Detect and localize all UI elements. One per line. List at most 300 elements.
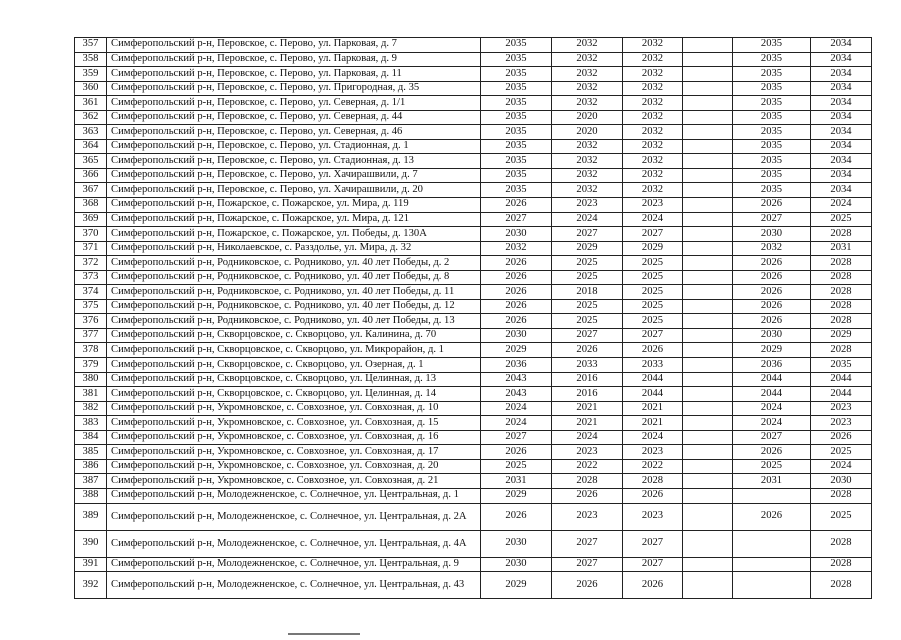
address-cell: Симферопольский р-н, Молодежненское, с. Солнечное, ул. Центральная, д. 2А <box>107 503 481 530</box>
year-col-4-cell <box>683 328 733 343</box>
year-col-1-cell: 2035 <box>481 38 552 53</box>
year-col-3-cell: 2023 <box>623 198 683 213</box>
year-col-6-cell: 2024 <box>811 198 872 213</box>
row-number-cell: 374 <box>75 285 107 300</box>
year-col-4-cell <box>683 503 733 530</box>
year-col-1-cell: 2043 <box>481 387 552 402</box>
year-col-4-cell <box>683 557 733 572</box>
year-col-1-cell: 2026 <box>481 198 552 213</box>
row-number-cell: 357 <box>75 38 107 53</box>
year-col-2-cell: 2023 <box>552 198 623 213</box>
address-cell: Симферопольский р-н, Пожарское, с. Пожарское, ул. Мира, д. 121 <box>107 212 481 227</box>
year-col-4-cell <box>683 430 733 445</box>
address-cell: Симферопольский р-н, Родниковское, с. Родниково, ул. 40 лет Победы, д. 2 <box>107 256 481 271</box>
year-col-5-cell: 2030 <box>733 227 811 242</box>
year-col-6-cell: 2023 <box>811 416 872 431</box>
table-row <box>75 285 872 300</box>
address-cell: Симферопольский р-н, Скворцовское, с. Скворцово, ул. Озерная, д. 1 <box>107 358 481 373</box>
row-number-cell: 386 <box>75 459 107 474</box>
address-cell: Симферопольский р-н, Родниковское, с. Родниково, ул. 40 лет Победы, д. 12 <box>107 299 481 314</box>
year-col-3-cell: 2032 <box>623 110 683 125</box>
row-number-cell: 367 <box>75 183 107 198</box>
year-col-3-cell: 2032 <box>623 38 683 53</box>
year-col-1-cell: 2043 <box>481 372 552 387</box>
year-col-6-cell: 2028 <box>811 343 872 358</box>
year-col-3-cell: 2022 <box>623 459 683 474</box>
address-cell: Симферопольский р-н, Укромновское, с. Совхозное, ул. Совхозная, д. 20 <box>107 459 481 474</box>
year-col-3-cell: 2026 <box>623 488 683 503</box>
year-col-6-cell: 2026 <box>811 430 872 445</box>
table-row <box>75 256 872 271</box>
year-col-4-cell <box>683 343 733 358</box>
year-col-4-cell <box>683 212 733 227</box>
table-row <box>75 445 872 460</box>
year-col-1-cell: 2026 <box>481 256 552 271</box>
table-row <box>75 96 872 111</box>
year-col-1-cell: 2035 <box>481 168 552 183</box>
year-col-3-cell: 2032 <box>623 125 683 140</box>
year-col-6-cell: 2028 <box>811 488 872 503</box>
year-col-4-cell <box>683 572 733 599</box>
year-col-4-cell <box>683 81 733 96</box>
year-col-3-cell: 2032 <box>623 81 683 96</box>
year-col-4-cell <box>683 387 733 402</box>
year-col-1-cell: 2024 <box>481 401 552 416</box>
address-cell: Симферопольский р-н, Молодежненское, с. Солнечное, ул. Центральная, д. 4А <box>107 530 481 557</box>
year-col-2-cell: 2021 <box>552 401 623 416</box>
year-col-2-cell: 2032 <box>552 38 623 53</box>
year-col-5-cell: 2024 <box>733 416 811 431</box>
address-cell: Симферопольский р-н, Родниковское, с. Родниково, ул. 40 лет Победы, д. 13 <box>107 314 481 329</box>
table-row <box>75 503 872 530</box>
year-col-1-cell: 2035 <box>481 52 552 67</box>
year-col-2-cell: 2026 <box>552 343 623 358</box>
year-col-2-cell: 2027 <box>552 328 623 343</box>
year-col-6-cell: 2025 <box>811 503 872 530</box>
year-col-4-cell <box>683 299 733 314</box>
year-col-5-cell: 2026 <box>733 314 811 329</box>
year-col-1-cell: 2030 <box>481 530 552 557</box>
table-row <box>75 557 872 572</box>
year-col-6-cell: 2034 <box>811 96 872 111</box>
year-col-2-cell: 2033 <box>552 358 623 373</box>
year-col-5-cell: 2035 <box>733 67 811 82</box>
year-col-4-cell <box>683 154 733 169</box>
year-col-4-cell <box>683 530 733 557</box>
year-col-1-cell: 2035 <box>481 139 552 154</box>
year-col-5-cell: 2044 <box>733 387 811 402</box>
table-row <box>75 212 872 227</box>
address-cell: Симферопольский р-н, Скворцовское, с. Скворцово, ул. Целинная, д. 14 <box>107 387 481 402</box>
year-col-1-cell: 2035 <box>481 67 552 82</box>
year-col-6-cell: 2034 <box>811 52 872 67</box>
year-col-4-cell <box>683 52 733 67</box>
year-col-6-cell: 2028 <box>811 299 872 314</box>
year-col-2-cell: 2028 <box>552 474 623 489</box>
year-col-1-cell: 2026 <box>481 285 552 300</box>
table-row <box>75 270 872 285</box>
year-col-3-cell: 2029 <box>623 241 683 256</box>
year-col-3-cell: 2023 <box>623 445 683 460</box>
year-col-5-cell: 2026 <box>733 198 811 213</box>
year-col-4-cell <box>683 241 733 256</box>
address-cell: Симферопольский р-н, Перовское, с. Перово, ул. Хачирашвили, д. 7 <box>107 168 481 183</box>
year-col-6-cell: 2028 <box>811 572 872 599</box>
address-cell: Симферопольский р-н, Молодежненское, с. Солнечное, ул. Центральная, д. 43 <box>107 572 481 599</box>
year-col-3-cell: 2025 <box>623 314 683 329</box>
address-cell: Симферопольский р-н, Укромновское, с. Совхозное, ул. Совхозная, д. 21 <box>107 474 481 489</box>
table-row <box>75 387 872 402</box>
table-row <box>75 488 872 503</box>
year-col-2-cell: 2027 <box>552 530 623 557</box>
table-row <box>75 372 872 387</box>
year-col-5-cell: 2035 <box>733 168 811 183</box>
year-col-6-cell: 2034 <box>811 139 872 154</box>
year-col-3-cell: 2032 <box>623 67 683 82</box>
year-col-1-cell: 2026 <box>481 270 552 285</box>
table-row <box>75 154 872 169</box>
row-number-cell: 363 <box>75 125 107 140</box>
year-col-5-cell: 2035 <box>733 154 811 169</box>
year-col-5-cell: 2035 <box>733 125 811 140</box>
table-row <box>75 38 872 53</box>
year-col-4-cell <box>683 416 733 431</box>
year-col-4-cell <box>683 227 733 242</box>
address-cell: Симферопольский р-н, Перовское, с. Перово, ул. Северная, д. 1/1 <box>107 96 481 111</box>
year-col-1-cell: 2031 <box>481 474 552 489</box>
year-col-3-cell: 2033 <box>623 358 683 373</box>
row-number-cell: 359 <box>75 67 107 82</box>
year-col-6-cell: 2028 <box>811 227 872 242</box>
year-col-5-cell: 2026 <box>733 256 811 271</box>
year-col-4-cell <box>683 488 733 503</box>
table-row <box>75 227 872 242</box>
year-col-1-cell: 2029 <box>481 488 552 503</box>
year-col-5-cell: 2027 <box>733 430 811 445</box>
year-col-6-cell: 2028 <box>811 256 872 271</box>
year-col-3-cell: 2024 <box>623 430 683 445</box>
year-col-1-cell: 2030 <box>481 227 552 242</box>
row-number-cell: 381 <box>75 387 107 402</box>
table-row <box>75 110 872 125</box>
year-col-3-cell: 2028 <box>623 474 683 489</box>
year-col-3-cell: 2021 <box>623 416 683 431</box>
year-col-6-cell: 2031 <box>811 241 872 256</box>
row-number-cell: 360 <box>75 81 107 96</box>
year-col-2-cell: 2026 <box>552 572 623 599</box>
year-col-2-cell: 2020 <box>552 110 623 125</box>
address-cell: Симферопольский р-н, Перовское, с. Перово, ул. Стадионная, д. 13 <box>107 154 481 169</box>
year-col-3-cell: 2032 <box>623 52 683 67</box>
year-col-1-cell: 2035 <box>481 125 552 140</box>
year-col-6-cell: 2035 <box>811 358 872 373</box>
year-col-4-cell <box>683 474 733 489</box>
year-col-1-cell: 2030 <box>481 328 552 343</box>
year-col-3-cell: 2032 <box>623 168 683 183</box>
table-body <box>75 38 872 599</box>
table-row <box>75 125 872 140</box>
address-cell: Симферопольский р-н, Укромновское, с. Совхозное, ул. Совхозная, д. 10 <box>107 401 481 416</box>
year-col-1-cell: 2030 <box>481 557 552 572</box>
year-col-2-cell: 2021 <box>552 416 623 431</box>
row-number-cell: 368 <box>75 198 107 213</box>
row-number-cell: 370 <box>75 227 107 242</box>
table-row <box>75 401 872 416</box>
address-cell: Симферопольский р-н, Укромновское, с. Совхозное, ул. Совхозная, д. 17 <box>107 445 481 460</box>
address-cell: Симферопольский р-н, Перовское, с. Перово, ул. Северная, д. 46 <box>107 125 481 140</box>
year-col-2-cell: 2016 <box>552 372 623 387</box>
year-col-1-cell: 2025 <box>481 459 552 474</box>
table-row <box>75 416 872 431</box>
year-col-4-cell <box>683 139 733 154</box>
year-col-3-cell: 2021 <box>623 401 683 416</box>
year-col-3-cell: 2032 <box>623 96 683 111</box>
year-col-6-cell: 2029 <box>811 328 872 343</box>
year-col-5-cell <box>733 557 811 572</box>
row-number-cell: 378 <box>75 343 107 358</box>
year-col-3-cell: 2027 <box>623 227 683 242</box>
year-col-3-cell: 2044 <box>623 372 683 387</box>
table-row <box>75 52 872 67</box>
table-row <box>75 459 872 474</box>
address-cell: Симферопольский р-н, Перовское, с. Перово, ул. Парковая, д. 7 <box>107 38 481 53</box>
table-row <box>75 168 872 183</box>
year-col-6-cell: 2044 <box>811 387 872 402</box>
year-col-6-cell: 2024 <box>811 459 872 474</box>
year-col-5-cell: 2044 <box>733 372 811 387</box>
year-col-6-cell: 2025 <box>811 212 872 227</box>
year-col-5-cell: 2026 <box>733 503 811 530</box>
year-col-1-cell: 2026 <box>481 314 552 329</box>
row-number-cell: 383 <box>75 416 107 431</box>
year-col-5-cell: 2035 <box>733 81 811 96</box>
year-col-2-cell: 2016 <box>552 387 623 402</box>
year-col-4-cell <box>683 67 733 82</box>
year-col-2-cell: 2023 <box>552 503 623 530</box>
year-col-5-cell: 2026 <box>733 445 811 460</box>
row-number-cell: 358 <box>75 52 107 67</box>
row-number-cell: 385 <box>75 445 107 460</box>
year-col-1-cell: 2035 <box>481 183 552 198</box>
address-cell: Симферопольский р-н, Николаевское, с. Разздолье, ул. Мира, д. 32 <box>107 241 481 256</box>
year-col-6-cell: 2028 <box>811 557 872 572</box>
year-col-4-cell <box>683 314 733 329</box>
table-row <box>75 183 872 198</box>
year-col-5-cell <box>733 530 811 557</box>
year-col-2-cell: 2018 <box>552 285 623 300</box>
year-col-5-cell: 2025 <box>733 459 811 474</box>
address-cell: Симферопольский р-н, Перовское, с. Перово, ул. Северная, д. 44 <box>107 110 481 125</box>
year-col-4-cell <box>683 168 733 183</box>
year-col-6-cell: 2028 <box>811 314 872 329</box>
year-col-2-cell: 2025 <box>552 314 623 329</box>
row-number-cell: 380 <box>75 372 107 387</box>
year-col-6-cell: 2030 <box>811 474 872 489</box>
table-row <box>75 358 872 373</box>
row-number-cell: 390 <box>75 530 107 557</box>
row-number-cell: 391 <box>75 557 107 572</box>
address-cell: Симферопольский р-н, Перовское, с. Перово, ул. Парковая, д. 9 <box>107 52 481 67</box>
table-row <box>75 572 872 599</box>
row-number-cell: 377 <box>75 328 107 343</box>
year-col-1-cell: 2035 <box>481 154 552 169</box>
address-cell: Симферопольский р-н, Перовское, с. Перово, ул. Стадионная, д. 1 <box>107 139 481 154</box>
housing-register-table <box>74 37 872 599</box>
year-col-5-cell: 2035 <box>733 96 811 111</box>
row-number-cell: 372 <box>75 256 107 271</box>
year-col-2-cell: 2025 <box>552 270 623 285</box>
year-col-2-cell: 2026 <box>552 488 623 503</box>
address-cell: Симферопольский р-н, Пожарское, с. Пожарское, ул. Победы, д. 130А <box>107 227 481 242</box>
year-col-3-cell: 2023 <box>623 503 683 530</box>
year-col-5-cell: 2032 <box>733 241 811 256</box>
year-col-5-cell: 2035 <box>733 52 811 67</box>
year-col-4-cell <box>683 110 733 125</box>
year-col-5-cell: 2026 <box>733 299 811 314</box>
row-number-cell: 388 <box>75 488 107 503</box>
year-col-5-cell: 2024 <box>733 401 811 416</box>
table-row <box>75 67 872 82</box>
year-col-3-cell: 2026 <box>623 572 683 599</box>
table-row <box>75 328 872 343</box>
year-col-6-cell: 2034 <box>811 38 872 53</box>
row-number-cell: 362 <box>75 110 107 125</box>
year-col-2-cell: 2020 <box>552 125 623 140</box>
address-cell: Симферопольский р-н, Перовское, с. Перово, ул. Хачирашвили, д. 20 <box>107 183 481 198</box>
year-col-4-cell <box>683 125 733 140</box>
year-col-2-cell: 2025 <box>552 299 623 314</box>
year-col-5-cell: 2029 <box>733 343 811 358</box>
year-col-5-cell: 2026 <box>733 285 811 300</box>
year-col-5-cell: 2027 <box>733 212 811 227</box>
year-col-4-cell <box>683 96 733 111</box>
year-col-5-cell <box>733 488 811 503</box>
year-col-1-cell: 2035 <box>481 110 552 125</box>
year-col-2-cell: 2025 <box>552 256 623 271</box>
table-row <box>75 81 872 96</box>
row-number-cell: 366 <box>75 168 107 183</box>
year-col-3-cell: 2032 <box>623 154 683 169</box>
table-row <box>75 530 872 557</box>
scan-artifact-line <box>288 633 360 635</box>
year-col-5-cell: 2035 <box>733 139 811 154</box>
row-number-cell: 379 <box>75 358 107 373</box>
year-col-2-cell: 2023 <box>552 445 623 460</box>
year-col-3-cell: 2027 <box>623 328 683 343</box>
year-col-2-cell: 2032 <box>552 183 623 198</box>
table-row <box>75 474 872 489</box>
year-col-1-cell: 2024 <box>481 416 552 431</box>
year-col-4-cell <box>683 372 733 387</box>
year-col-6-cell: 2028 <box>811 530 872 557</box>
row-number-cell: 364 <box>75 139 107 154</box>
year-col-3-cell: 2027 <box>623 557 683 572</box>
year-col-2-cell: 2027 <box>552 227 623 242</box>
year-col-4-cell <box>683 285 733 300</box>
row-number-cell: 365 <box>75 154 107 169</box>
year-col-6-cell: 2023 <box>811 401 872 416</box>
year-col-4-cell <box>683 358 733 373</box>
year-col-6-cell: 2025 <box>811 445 872 460</box>
year-col-2-cell: 2032 <box>552 168 623 183</box>
year-col-5-cell: 2030 <box>733 328 811 343</box>
year-col-3-cell: 2025 <box>623 299 683 314</box>
year-col-2-cell: 2032 <box>552 154 623 169</box>
year-col-4-cell <box>683 38 733 53</box>
year-col-3-cell: 2044 <box>623 387 683 402</box>
address-cell: Симферопольский р-н, Родниковское, с. Родниково, ул. 40 лет Победы, д. 11 <box>107 285 481 300</box>
year-col-3-cell: 2032 <box>623 183 683 198</box>
year-col-1-cell: 2035 <box>481 96 552 111</box>
year-col-5-cell: 2035 <box>733 110 811 125</box>
table-row <box>75 139 872 154</box>
row-number-cell: 375 <box>75 299 107 314</box>
year-col-2-cell: 2032 <box>552 139 623 154</box>
year-col-1-cell: 2036 <box>481 358 552 373</box>
year-col-4-cell <box>683 401 733 416</box>
year-col-6-cell: 2034 <box>811 81 872 96</box>
year-col-2-cell: 2029 <box>552 241 623 256</box>
row-number-cell: 376 <box>75 314 107 329</box>
table-row <box>75 314 872 329</box>
year-col-3-cell: 2025 <box>623 270 683 285</box>
year-col-3-cell: 2026 <box>623 343 683 358</box>
row-number-cell: 384 <box>75 430 107 445</box>
year-col-1-cell: 2029 <box>481 343 552 358</box>
address-cell: Симферопольский р-н, Скворцовское, с. Скворцово, ул. Микрорайон, д. 1 <box>107 343 481 358</box>
address-cell: Симферопольский р-н, Молодежненское, с. Солнечное, ул. Центральная, д. 9 <box>107 557 481 572</box>
year-col-1-cell: 2027 <box>481 212 552 227</box>
row-number-cell: 387 <box>75 474 107 489</box>
year-col-3-cell: 2024 <box>623 212 683 227</box>
year-col-6-cell: 2028 <box>811 285 872 300</box>
address-cell: Симферопольский р-н, Скворцовское, с. Скворцово, ул. Калинина, д. 70 <box>107 328 481 343</box>
year-col-6-cell: 2034 <box>811 168 872 183</box>
year-col-2-cell: 2032 <box>552 81 623 96</box>
year-col-5-cell: 2026 <box>733 270 811 285</box>
table-row <box>75 241 872 256</box>
table-row <box>75 343 872 358</box>
year-col-6-cell: 2034 <box>811 67 872 82</box>
address-cell: Симферопольский р-н, Скворцовское, с. Скворцово, ул. Целинная, д. 13 <box>107 372 481 387</box>
year-col-1-cell: 2029 <box>481 572 552 599</box>
year-col-2-cell: 2027 <box>552 557 623 572</box>
address-cell: Симферопольский р-н, Перовское, с. Перово, ул. Парковая, д. 11 <box>107 67 481 82</box>
year-col-1-cell: 2032 <box>481 241 552 256</box>
row-number-cell: 369 <box>75 212 107 227</box>
row-number-cell: 389 <box>75 503 107 530</box>
year-col-1-cell: 2027 <box>481 430 552 445</box>
year-col-6-cell: 2034 <box>811 110 872 125</box>
year-col-1-cell: 2026 <box>481 503 552 530</box>
table-row <box>75 198 872 213</box>
address-cell: Симферопольский р-н, Перовское, с. Перово, ул. Пригородная, д. 35 <box>107 81 481 96</box>
year-col-2-cell: 2022 <box>552 459 623 474</box>
year-col-4-cell <box>683 198 733 213</box>
year-col-5-cell: 2035 <box>733 38 811 53</box>
year-col-6-cell: 2034 <box>811 183 872 198</box>
year-col-3-cell: 2032 <box>623 139 683 154</box>
address-cell: Симферопольский р-н, Укромновское, с. Совхозное, ул. Совхозная, д. 16 <box>107 430 481 445</box>
year-col-3-cell: 2025 <box>623 256 683 271</box>
row-number-cell: 371 <box>75 241 107 256</box>
address-cell: Симферопольский р-н, Молодежненское, с. Солнечное, ул. Центральная, д. 1 <box>107 488 481 503</box>
year-col-2-cell: 2024 <box>552 430 623 445</box>
year-col-2-cell: 2024 <box>552 212 623 227</box>
year-col-4-cell <box>683 256 733 271</box>
year-col-5-cell: 2031 <box>733 474 811 489</box>
address-cell: Симферопольский р-н, Родниковское, с. Родниково, ул. 40 лет Победы, д. 8 <box>107 270 481 285</box>
